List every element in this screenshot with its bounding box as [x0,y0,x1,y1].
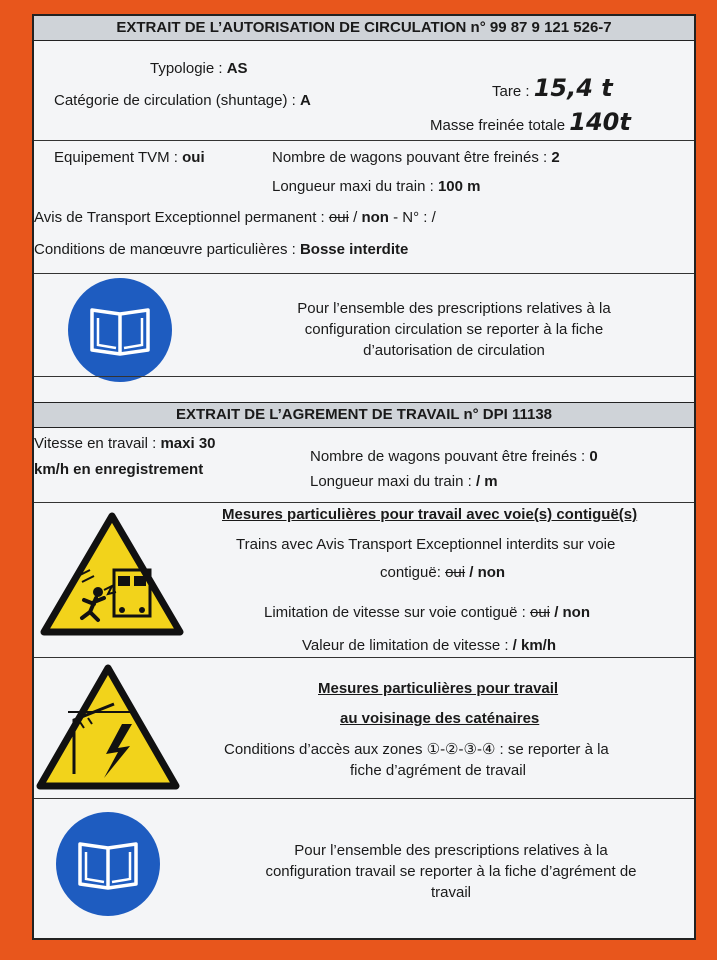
circ-wagons-row [272,149,560,166]
limitation-non: / non [554,604,591,621]
note-line: Pour l’ensemble des prescriptions relatives à la [297,300,611,317]
valeur-label: Valeur de limitation de vitesse : [302,637,509,654]
ate-label: Avis de Transport Exceptionnel permanent : [34,209,325,226]
travail-note [212,840,690,903]
travail-header: EXTRAIT DE L’AGREMENT DE TRAVAIL n° DPI 11138 [34,402,694,428]
trav-longueur-value: / m [475,473,498,490]
tare-row [492,74,613,102]
note-line: configuration circulation se reporter à la fiche [304,321,604,338]
book-icon [68,278,172,382]
ate-row [34,209,436,226]
trav-wagons-label: Nombre de wagons pouvant être freinés : [310,448,586,465]
ate-oui: oui [328,209,349,226]
acces-line1: Conditions d’accès aux zones ①-②-③-④ : se reporter à la [224,741,609,758]
masse-row [430,108,631,136]
tare-value: 15,4 t [533,74,613,102]
contigue-line2 [380,564,505,581]
acces-line2: fiche d’agrément de travail [350,762,526,779]
note-line: configuration travail se reporter à la fiche d’agrément de [265,863,637,880]
circ-wagons-value: 2 [551,149,560,166]
note-line: Pour l’ensemble des prescriptions relatives à la [294,842,608,859]
valeur-row [302,637,556,654]
information-plate [32,14,696,940]
trav-wagons-row [310,448,598,465]
divider [34,502,694,503]
ate-number: - N° : / [393,209,436,226]
limitation-label: Limitation de vitesse sur voie contiguë : [264,604,526,621]
masse-label: Masse freinée totale [430,117,566,134]
vitesse-row [34,435,216,452]
note-line: d’autorisation de circulation [363,342,545,359]
catenaire-title-2: au voisinage des caténaires [340,710,540,727]
ate-sep: / [353,209,358,226]
book-icon [56,812,160,916]
circulation-header: EXTRAIT DE L’AUTORISATION DE CIRCULATION n° 99 87 9 121 526-7 [34,16,694,41]
contigue-line1: Trains avec Avis Transport Exceptionnel interdits sur voie [236,536,616,553]
vitesse-label: Vitesse en travail : [34,435,157,452]
circulation-note [234,298,674,361]
ate-non: non [361,209,389,226]
circ-wagons-label: Nombre de wagons pouvant être freinés : [272,149,548,166]
electric-catenary-warning-icon [34,662,182,794]
note-line: travail [430,884,471,901]
typologie-value: AS [226,60,248,77]
divider [34,376,694,377]
divider [34,798,694,799]
manoeuvre-label: Conditions de manœuvre particulières : [34,241,296,258]
divider [34,657,694,658]
valeur-value: / km/h [512,637,557,654]
categorie-row [54,92,311,109]
circ-longueur-label: Longueur maxi du train : [272,178,434,195]
categorie-label: Catégorie de circulation (shuntage) : [54,92,296,109]
vitesse-value-line2: km/h en enregistrement [34,461,204,478]
vitesse-value: maxi 30 [160,435,216,452]
tare-label: Tare : [492,83,530,100]
trav-longueur-label: Longueur maxi du train : [310,473,472,490]
limitation-row [264,604,590,621]
divider [34,140,694,141]
typologie-label: Typologie : [150,60,223,77]
trav-wagons-value: 0 [589,448,598,465]
manoeuvre-row [34,241,408,258]
typologie-row [150,60,248,77]
circ-longueur-row [272,178,480,195]
contigue-title: Mesures particulières pour travail avec voie(s) contiguë(s) [222,506,638,523]
train-danger-warning-icon [38,510,186,638]
manoeuvre-value: Bosse interdite [299,241,409,258]
tvm-value: oui [182,149,205,166]
circ-longueur-value: 100 m [437,178,481,195]
masse-value: 140t [569,108,631,136]
catenaire-title-1: Mesures particulières pour travail [318,680,559,697]
categorie-value: A [299,92,311,109]
limitation-oui: oui [529,604,551,621]
contigue-label: contiguë: [380,564,441,581]
tvm-row [54,149,205,166]
contigue-non: / non [469,564,506,581]
contigue-oui: oui [445,564,466,581]
tvm-label: Equipement TVM : [54,149,178,166]
trav-longueur-row [310,473,498,490]
divider [34,273,694,274]
